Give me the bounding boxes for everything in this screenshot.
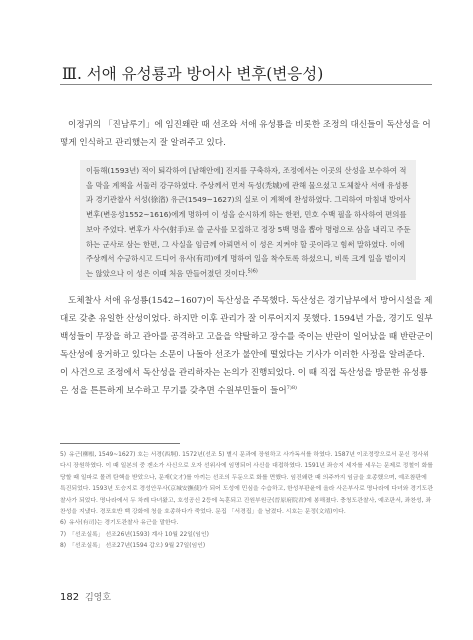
footnote-7 (60, 530, 434, 541)
note-mark-5: 5) (247, 268, 253, 275)
paragraph-2-text: 도체찰사 서애 유성룡(1542~1607)이 독산성을 주목했다. 독산성은 경기남부에서 방어시설을 제대로 갖춘 유일한 산성이었다. 하지만 이후 관리가 잘 이루어지지 못했다. 1594년 가을, 경기도 일부 백성들이 무장을 하고 관아를 공격하고 고을을 약탈하고 장수를 죽이는 반란이 일어났을 때 반란군이 독산성에 웅거하고 있다는 소문이 나돌아 선조가 불안에 떨었다는 기사가 이러한 사정을 알려준다. 이 사건으로 조정에서 독산성을 관리하자는 논의가 진행되었다. 이 때 직접 독산성을 방문한 유성룡은 성을 튼튼하게 보수하고 무기를 갖추면 수원부민들이 들어 (60, 296, 434, 396)
footnote-number: 5) (60, 452, 67, 458)
footnote-rule (60, 443, 180, 444)
footnote-8 (60, 541, 434, 552)
quote-paragraph (86, 164, 412, 282)
footnotes (60, 450, 434, 553)
footnote-number: 6) (60, 520, 67, 527)
body-paragraph-1: 이정귀의 「진남루기」에 임진왜란 때 선조와 서애 유성룡을 비롯한 조정의 대신들이 독산성을 어떻게 인식하고 관리했는지 잘 알려주고 있다. (60, 120, 431, 148)
footnote-number: 7) (60, 531, 67, 538)
body-paragraph-2 (60, 292, 434, 400)
footnote-text: 유사(有司)는 경기도관찰사 유근을 말한다. (69, 520, 179, 527)
quote-text: 이듬해(1593년) 적이 퇴각하여 [남해안에] 진지를 구축하자, 조정에서는 이곳의 산성을 보수하여 적을 막을 계책을 서둘러 강구하였다. 주상께서 먼저 독성(禿城)에 관해 물으셨고 도체찰사 서애 유성룡과 경기관찰사 서성(徐渻) 유근(1549~1627)의 실로 이 계책에 찬성하였다. 그리하여 마침내 방어사 변후(변응성1552~1616)에게 명하여 이 성을 순시하게 하는 한편, 민호 수백 필을 하사하여 편의를 보아 주었다. 변후가 사수(射手)로 쓸 군사를 모집하고 정장 5백 명을 뽑아 명령으로 삼을 내리고 주둔하는 군사로 삼는 한편, 그 사실을 임금께 아뢰면서 이 성은 지켜야 할 곳이라고 힘써 말하였다. 이에 주상께서 수긍하시고 드디어 유사(有司)에게 명하여 일을 착수토록 하셨으니, 비록 크게 일을 벌이지는 않았으나 이 성은 이때 처음 만들어졌던 것이다. (86, 166, 411, 278)
footnote-5 (60, 450, 434, 518)
note-mark-6: 6) (252, 268, 258, 275)
section-title: Ⅲ. 서애 유성룡과 방어사 변후(변응성) (62, 65, 324, 83)
note-mark-7: 7) (286, 385, 292, 392)
page-number: 182 (60, 592, 80, 603)
title-rule (60, 84, 432, 85)
footnote-text: 「선조실록」 선조26년(1593) 계사 10월 22일(임인) (69, 531, 209, 538)
footnote-text: 「선조실록」 선조27년(1594 갑오) 9월 27일(임인) (69, 543, 206, 550)
note-mark-8: 8) (291, 385, 297, 392)
footnote-6 (60, 518, 434, 529)
footnote-text: 유근(柳根, 1549~1627) 호는 서경(西坰). 1572년(선조 5) 별시 문과에 장원하고 사가독서를 하였다. 1587년 이조정랑으로서 문신 정사위 다시 장원하였다. 이 때 일본의 중 겐소가 사신으로 오자 선위사에 임명되어 사신을 대접하였다. 1591년 좌승지 세자를 세우는 문제로 정철이 화를 당할 때 일파로 몰려 탄핵을 받았으나, 문재(文才)를 아끼는 선조의 두둔으로 화를 면했다. 임진왜란 때 의주까지 임금을 호종했으며, 예조참판에 특진되었다. 1593년 도승지로 경성안무사(京城安撫使)가 되어 도성에 민심을 수습하고, 한성부판윤에 올라 사은부사로 명나라에 다녀와 경기도관찰사가 되었다. 명나라에서 두 차례 다녀왔고, 호성공신 2등에 녹훈되고 진원부원군(晉原府院君)에 봉해졌다. 충청도관찰사, 예조판서, 좌찬성, 좌찬성을 지냈다. 경포호반 백 강화에 청을 호종하다가 죽었다. 문집 「서경집」을 남겼다. 시호는 문정(文靖)이다. (60, 452, 434, 516)
running-author: 김영호 (84, 593, 112, 603)
page-folio (60, 590, 111, 603)
footnote-number: 8) (60, 543, 67, 550)
